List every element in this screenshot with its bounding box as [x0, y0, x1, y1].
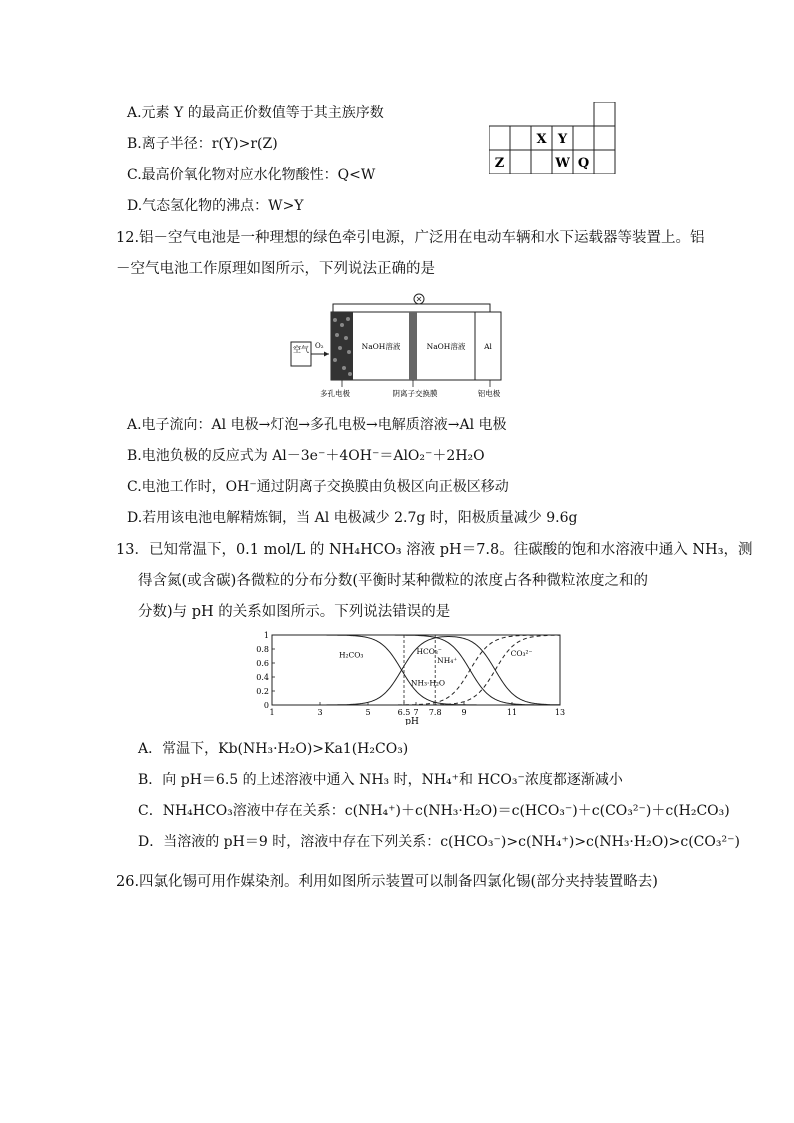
x-tick-label: 1 — [269, 708, 275, 717]
left-solution-label: NaOH溶液 — [361, 342, 401, 351]
series-label-1: HCO₃⁻ — [416, 646, 442, 656]
y-tick-label: 0.4 — [256, 673, 269, 682]
q13-option-c: C．NH₄HCO₃溶液中存在关系：c(NH₄⁺)＋c(NH₃·H₂O)＝c(HCO₃⁻)＋c(CO₃²⁻)＋c(H₂CO₃) — [138, 803, 730, 819]
q12-stem-line2: －空气电池工作原理如图所示，下列说法正确的是 — [116, 261, 435, 277]
series-line-3 — [272, 635, 560, 705]
q13-option-b: B．向 pH＝6.5 的上述溶液中通入 NH₃ 时，NH₄⁺和 HCO₃⁻浓度都逐渐减小 — [138, 772, 623, 788]
cell-z: Z — [494, 156, 505, 171]
series-label-0: H₂CO₃ — [338, 650, 364, 660]
q11-option-a: A.元素 Y 的最高正价数值等于其主族序数 — [127, 105, 384, 121]
q13-stem-line1: 13．已知常温下，0.1 mol/L 的 NH₄HCO₃ 溶液 pH＝7.8。往碳酸的饱和水溶液中通入 NH₃，测 — [116, 542, 753, 558]
q12-stem-line1: 12.铝－空气电池是一种理想的绿色牵引电源，广泛用在电动车辆和水下运载器等装置上。铝 — [116, 230, 705, 246]
x-tick-label: 13 — [554, 708, 566, 717]
membrane — [409, 312, 417, 380]
battery-diagram — [285, 290, 505, 402]
series-label-2: CO₃²⁻ — [510, 649, 533, 658]
o2-label: O₂ — [315, 342, 324, 350]
x-tick-label: 11 — [506, 708, 518, 717]
q13-option-d: D．当溶液的 pH＝9 时，溶液中存在下列关系：c(HCO₃⁻)>c(NH₄⁺)>c(NH₃·H₂O)>c(CO₃²⁻) — [138, 834, 740, 850]
cell-w: W — [555, 156, 570, 171]
q11-option-c: C.最高价氧化物对应水化物酸性：Q<W — [127, 167, 376, 183]
series-label-4: NH₃·H₂O — [410, 678, 446, 688]
series-line-2 — [272, 635, 560, 705]
al-label: Al — [484, 342, 492, 351]
plot-frame — [272, 635, 560, 705]
q13-option-a: A．常温下，Kb(NH₃·H₂O)>Ka1(H₂CO₃) — [138, 741, 409, 757]
q26-stem: 26.四氯化锡可用作媒染剂。利用如图所示装置可以制备四氯化锡(部分夹持装置略去) — [116, 874, 658, 890]
x-tick-label: 5 — [365, 708, 371, 717]
q13-stem-line3: 分数)与 pH 的关系如图所示。下列说法错误的是 — [138, 604, 451, 620]
periodic-table-fragment — [489, 102, 619, 174]
x-tick-label: 9 — [461, 708, 467, 717]
series-line-4 — [272, 635, 560, 705]
q11-option-d: D.气态氢化物的沸点：W>Y — [127, 198, 304, 214]
series-line-0 — [272, 635, 560, 705]
distribution-chart — [250, 630, 570, 725]
porous-electrode — [331, 312, 353, 380]
y-tick-label: 0.6 — [256, 659, 269, 668]
cell-q: Q — [577, 156, 590, 171]
x-tick-label: 6.5 — [397, 708, 411, 717]
porous-electrode-label: 多孔电极 — [320, 389, 350, 398]
cell-x: X — [536, 132, 547, 147]
membrane-label: 阴离子交换膜 — [392, 389, 438, 398]
x-tick-label: 3 — [317, 708, 323, 717]
q12-option-b: B.电池负极的反应式为 Al－3e⁻＋4OH⁻＝AlO₂⁻＋2H₂O — [127, 448, 485, 464]
x-tick-label: 7 — [413, 708, 419, 717]
x-tick-label: 7.8 — [428, 708, 442, 717]
y-tick-label: 0.8 — [256, 645, 269, 654]
cell-y: Y — [557, 132, 568, 147]
al-electrode-label: 铝电极 — [477, 389, 501, 398]
q12-option-d: D.若用该电池电解精炼铜，当 Al 电极减少 2.7g 时，阳极质量减少 9.6g — [127, 510, 578, 526]
series-label-3: NH₄⁺ — [437, 656, 458, 665]
air-label: 空气 — [293, 345, 309, 354]
q11-option-b: B.离子半径：r(Y)>r(Z) — [127, 136, 278, 152]
y-tick-label: 0 — [263, 701, 269, 710]
q12-option-a: A.电子流向：Al 电极→灯泡→多孔电极→电解质溶液→Al 电极 — [127, 417, 507, 433]
y-tick-label: 1 — [263, 631, 269, 640]
q13-stem-line2: 得含氮(或含碳)各微粒的分布分数(平衡时某种微粒的浓度占各种微粒浓度之和的 — [138, 573, 648, 589]
right-solution-label: NaOH溶液 — [426, 342, 466, 351]
x-axis-label: pH — [405, 717, 419, 725]
y-tick-label: 0.2 — [256, 687, 269, 696]
q12-option-c: C.电池工作时，OH⁻通过阴离子交换膜由负极区向正极区移动 — [127, 479, 509, 495]
